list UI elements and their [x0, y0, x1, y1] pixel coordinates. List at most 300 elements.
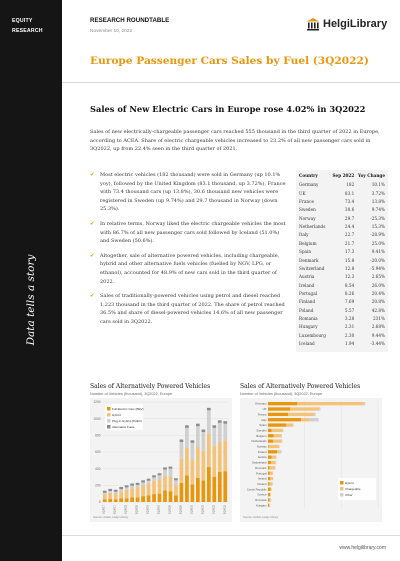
bar-segment [271, 488, 272, 491]
chart-source: Source: ACEA, Helgi Library [93, 515, 129, 519]
section-tag-line1: EQUITY [12, 18, 33, 24]
bar-segment [141, 480, 145, 482]
table-cell-change: 9.74% [371, 207, 385, 213]
bar-segment [212, 428, 216, 446]
table-cell-value: 7.69 [344, 299, 355, 305]
bar-segment [108, 493, 112, 499]
table-row [299, 240, 385, 248]
bar-segment [169, 491, 173, 502]
list-item [90, 171, 290, 214]
table-cell-change: 42.8% [371, 307, 385, 313]
section-tag-line2: RESEARCH [12, 28, 43, 34]
table-cell-value: 30.6 [344, 207, 355, 213]
table-header-row [299, 173, 385, 181]
table-cell-country: Netherlands [299, 224, 326, 230]
footer-divider [62, 535, 400, 536]
bar-segment [103, 495, 107, 500]
table-cell-country: Finland [299, 299, 316, 305]
table-cell-value: 3.28 [344, 315, 355, 321]
bar-segment [108, 491, 112, 493]
bar-segment [223, 421, 227, 424]
bar-segment [274, 434, 282, 437]
table-cell-change: 13.8% [371, 199, 385, 205]
legend-swatch [340, 493, 344, 497]
table-cell-change: 3.72% [371, 190, 385, 196]
bar-segment [363, 402, 365, 405]
bar-segment [130, 484, 134, 486]
chart-right [240, 383, 382, 519]
table-body [299, 181, 385, 348]
table-cell-value: 83.1 [344, 190, 355, 196]
bar-segment [196, 447, 200, 478]
bar-segment [268, 450, 277, 453]
x-tick-label: 3Q2020 [179, 505, 183, 515]
bar-segment [191, 440, 195, 443]
bar-segment [290, 407, 319, 410]
list-item [90, 252, 290, 286]
table-cell-value: 2.30 [344, 332, 355, 338]
table-cell-change: 10.1% [371, 182, 385, 188]
table-row [299, 323, 385, 331]
bar-segment [119, 498, 123, 502]
bar-segment [158, 494, 162, 502]
table-cell-country: Sweden [299, 207, 316, 213]
bar-segment [180, 442, 184, 459]
bar-segment [174, 480, 178, 485]
bar-segment [174, 485, 178, 495]
y-tick-label: 1200 [93, 400, 101, 405]
x-tick-label: 1Q2022 [212, 505, 216, 515]
bar-segment [103, 491, 107, 493]
bar-segment [169, 477, 173, 491]
table-cell-value: 17.3 [344, 249, 355, 255]
bar-segment [152, 477, 156, 480]
table-cell-value: 22.7 [344, 232, 355, 238]
table-cell-country: Luxembourg [299, 332, 326, 338]
y-tick-label: Poland [257, 449, 267, 454]
bar-segment [201, 480, 205, 502]
table-cell-country: Austria [299, 274, 315, 280]
bar-segment [158, 480, 162, 494]
bar-segment [269, 498, 270, 501]
bar-segment [141, 482, 145, 485]
list-item [90, 220, 290, 246]
bar-segment [269, 445, 280, 448]
bar-segment [141, 485, 145, 496]
table-cell-country: Germany [299, 182, 319, 188]
bullet-text: Most electric vehicles (182 thousand) were sold in Germany (up 10.1% yoy), followed by the United Kingdom (83.1 thousand, up 3.72%), France with 73.4 thousand cars (up 13.8%), 30.6 thousand new vehicles were registered in Sweden (up 9.74%) and 29.7 thousand in Norway (down 25.3%). [100, 172, 286, 213]
bar-segment [268, 461, 271, 464]
bar-segment [185, 425, 189, 428]
table-row [299, 190, 385, 198]
table-cell-change: -20.0% [370, 257, 385, 263]
logo-text: HelgiLibrary [323, 18, 388, 30]
table-cell-country: Iceland [299, 340, 315, 346]
y-tick-label: Netherlands [251, 439, 267, 444]
bar-segment [309, 418, 318, 421]
table-cell-change: -5.94% [370, 265, 385, 271]
bar-segment [271, 461, 276, 464]
table-cell-country: Denmark [299, 257, 319, 263]
bar-segment [119, 487, 123, 489]
bar-segment [268, 407, 290, 410]
bar-segment [223, 424, 227, 441]
table-cell-country: Portugal [299, 290, 318, 296]
bar-segment [185, 448, 189, 475]
check-icon: ✔ [90, 220, 95, 227]
bar-segment [271, 498, 272, 501]
y-tick-label: Switzerland [252, 460, 267, 465]
column-header: Country [299, 173, 318, 178]
table-cell-value: 5.57 [344, 307, 355, 313]
bar-segment [212, 425, 216, 428]
bar-segment [314, 413, 316, 416]
bar-segment [218, 423, 222, 442]
x-tick-label: 1Q2020 [168, 505, 172, 515]
table-cell-value: 15.8 [344, 257, 355, 263]
header-date: November 10, 2022 [90, 29, 133, 34]
table-cell-value: 2.31 [344, 324, 355, 330]
bar-segment [185, 475, 189, 502]
table-cell-country: Poland [299, 307, 314, 313]
table-cell-value: 21.7 [344, 240, 355, 246]
bar-segment [207, 408, 211, 411]
legend-swatch [107, 425, 111, 429]
y-tick-label: 400 [95, 466, 101, 471]
table-row [299, 290, 385, 298]
bar-segment [152, 481, 156, 494]
bar-segment [114, 494, 118, 500]
table-cell-country: Romania [299, 315, 318, 321]
bar-segment [103, 493, 107, 495]
bar-segment [136, 485, 140, 488]
table-cell-value: 73.4 [344, 199, 355, 205]
y-tick-label: Portugal [256, 471, 267, 476]
y-tick-label: UK [262, 407, 267, 412]
bar-segment [130, 486, 134, 489]
y-tick-label: Sweden [256, 428, 267, 433]
bar-segment [218, 472, 222, 502]
table-row [299, 282, 385, 290]
bar-segment [141, 496, 145, 502]
table-row [299, 298, 385, 306]
x-tick-label: 3Q2019 [157, 505, 161, 515]
bar-segment [272, 429, 283, 432]
bar-segment [201, 451, 205, 480]
table-cell-country: Spain [299, 249, 312, 255]
table-cell-value: 12.3 [344, 274, 355, 280]
table-cell-country: Norway [299, 215, 316, 221]
table-row [299, 206, 385, 214]
chart-title: Sales of Alternatively Powered Vehicles [90, 383, 211, 390]
bar-segment [268, 423, 286, 426]
stacked-bar-chart [90, 398, 232, 528]
table-cell-value: 8.26 [344, 290, 355, 296]
bar-segment [272, 456, 276, 459]
bar-segment [125, 490, 129, 498]
y-tick-label: Austria [257, 455, 267, 460]
logo[interactable] [306, 14, 392, 36]
y-tick-label: Denmark [255, 465, 267, 470]
bar-segment [136, 483, 140, 485]
legend-label: Full Electric Cars (BEV) [112, 407, 144, 411]
bar-segment [147, 479, 151, 481]
table-row [299, 273, 385, 281]
y-tick-label: Norway [257, 444, 267, 449]
table-cell-change: 2.68% [371, 324, 385, 330]
column-header: Yoy Change [357, 173, 385, 178]
bar-segment [136, 497, 140, 502]
bar-segment [125, 487, 129, 490]
table-cell-change: 2.65% [371, 274, 385, 280]
legend-label: Other [345, 493, 353, 497]
table-row [299, 223, 385, 231]
bar-segment [108, 489, 112, 491]
bar-segment [268, 429, 272, 432]
chart-source: Source: ACEA, Helgi Library [243, 515, 279, 519]
bar-segment [152, 494, 156, 502]
section-tag [12, 16, 43, 36]
bar-segment [286, 423, 292, 426]
bar-segment [207, 410, 211, 433]
table-cell-country: Italy [299, 232, 309, 238]
y-tick-label: 0 [98, 500, 101, 505]
bar-segment [180, 440, 184, 443]
table-cell-value: 8.54 [344, 282, 355, 288]
check-icon: ✔ [90, 293, 95, 300]
y-tick-label: 800 [95, 433, 101, 438]
bar-segment [180, 483, 184, 502]
legend-swatch [107, 413, 111, 417]
table-row [299, 265, 385, 273]
bar-segment [269, 482, 272, 485]
legend-label: Chargeable [345, 487, 361, 491]
bullet-text: Sales of traditionally-powered vehicles using petrol and diesel reached 1,223 thousand in the third quarter of 2022. The share of petrol reached 36.5% and share of diesel-powered vehicles 14.6% of all new passenger cars sold in 3Q2022. [100, 293, 285, 325]
bar-segment [223, 471, 227, 502]
list-item [90, 292, 290, 326]
bar-segment [268, 504, 269, 507]
bar-segment [163, 475, 167, 490]
article-headline: Sales of New Electric Cars in Europe rose 4.02% in 3Q2022 [90, 104, 366, 114]
bar-segment [268, 402, 297, 405]
table-row [299, 248, 385, 256]
x-tick-label: 1Q2017 [102, 505, 106, 515]
bullet-list [90, 171, 290, 333]
table-cell-change: 9.41% [371, 249, 385, 255]
bar-segment [201, 432, 205, 451]
bar-segment [288, 413, 314, 416]
table-cell-country: Ireland [299, 282, 315, 288]
bar-segment [163, 470, 167, 476]
bar-segment [319, 407, 320, 410]
x-tick-label: 3Q2021 [201, 505, 205, 515]
bar-segment [268, 466, 269, 469]
horizontal-bar-chart [240, 398, 382, 528]
table-cell-country: Belgium [299, 240, 317, 246]
y-tick-label: Germany [254, 401, 267, 406]
table-cell-value: 24.4 [344, 224, 355, 230]
bar-segment [268, 418, 301, 421]
bar-segment [147, 484, 151, 496]
legend-swatch [340, 481, 344, 485]
chart-title: Sales of Alternatively Powered Vehicles [240, 383, 361, 390]
bar-segment [270, 477, 273, 480]
legend-label: Hybrid [345, 481, 354, 485]
table-cell-change: -3.44% [370, 340, 385, 346]
table-cell-change: 231% [373, 315, 385, 321]
chart-subtitle: Number of Vehicles (thousand), 3Q2022, Europe [240, 392, 323, 396]
bar-segment [268, 456, 272, 459]
bar-segment [268, 434, 274, 437]
y-tick-label: Belgium [256, 433, 267, 438]
bar-segment [277, 450, 279, 453]
table-cell-country: Switzerland [299, 265, 325, 271]
table-cell-country: Hungary [299, 324, 318, 330]
bar-segment [119, 489, 123, 491]
table-cell-country: UK [299, 190, 306, 196]
table-cell-value: 1.94 [344, 340, 355, 346]
y-tick-label: 1000 [93, 416, 101, 421]
bar-segment [268, 477, 270, 480]
check-icon: ✔ [90, 172, 95, 178]
bar-segment [268, 482, 269, 485]
bar-segment [207, 434, 211, 467]
bar-segment [125, 485, 129, 487]
bar-segment [269, 466, 275, 469]
country-table [296, 170, 388, 352]
table-cell-change: 20.8% [371, 299, 385, 305]
intro-paragraph: Sales of new electrically-chargeable passenger cars reached 555 thousand in the third quarter of 2022 in Europe, according to ACEA. Share of electric chargeable vehicles increased to 23.2% of all new passenger cars sold in 3Q2022, up from 22.4% seen in the third quarter of 2021. [90, 129, 380, 153]
table-cell-change: 9.44% [371, 332, 385, 338]
slogan: Data tells a story [25, 254, 37, 346]
bar-segment [268, 498, 269, 501]
bar-segment [268, 445, 269, 448]
legend-label: Hybrid [112, 413, 121, 417]
bar-segment [196, 424, 200, 427]
table-cell-value: 12.8 [344, 265, 355, 271]
x-tick-label: 3Q2017 [113, 505, 117, 515]
bar-segment [103, 500, 107, 503]
table-row [299, 181, 385, 189]
bar-segment [158, 473, 162, 475]
bar-segment [283, 429, 284, 432]
bar-segment [114, 490, 118, 492]
bar-segment [223, 440, 227, 471]
x-tick-label: 1Q2021 [190, 505, 194, 515]
bar-segment [125, 498, 129, 502]
building-columns-icon [306, 17, 320, 31]
table-cell-change: 20.4% [371, 290, 385, 296]
bar-segment [218, 442, 222, 472]
bar-segment [212, 446, 216, 477]
bar-segment [268, 439, 273, 442]
bar-segment [218, 420, 222, 423]
bar-segment [268, 493, 270, 496]
bar-segment [297, 402, 363, 405]
bar-segment [212, 477, 216, 502]
bar-segment [269, 504, 270, 507]
chart-subtitle: Number of Vehicles (thousand), 3Q2022, Europe [90, 392, 173, 396]
y-tick-label: France [257, 412, 267, 417]
y-tick-label: 600 [95, 450, 101, 455]
table-cell-value: 29.7 [344, 215, 355, 221]
bar-segment [270, 472, 273, 475]
bar-segment [196, 478, 200, 502]
bar-segment [279, 450, 281, 453]
table-cell-change: 26.0% [371, 282, 385, 288]
header-title: RESEARCH ROUNDTABLE [90, 17, 170, 24]
y-tick-label: Ireland [257, 476, 267, 481]
bar-segment [114, 499, 118, 502]
bar-segment [136, 487, 140, 497]
bar-segment [130, 488, 134, 497]
bar-segment [114, 492, 118, 494]
legend-label: Alternative Fuels [112, 425, 135, 429]
table-cell-change: 25.0% [371, 240, 385, 246]
bar-segment [268, 488, 271, 491]
bar-segment [108, 499, 112, 502]
table-row [299, 257, 385, 265]
bullet-text: Altogether, sale of alternative powered vehicles, including chargeable, hybrid and other alternative fuels vehicles (fuelled by NGV, LPG, or ethanol), accounted for 48.9% of new cars sold in the third quarter of 2022. [100, 252, 280, 285]
y-tick-label: 200 [95, 483, 101, 488]
table-cell-country: France [299, 199, 314, 205]
bar-segment [273, 439, 282, 442]
bar-segment [147, 481, 151, 484]
legend-swatch [107, 419, 111, 423]
x-tick-label: 1Q2018 [124, 505, 128, 515]
bar-segment [130, 497, 134, 502]
bar-segment [163, 490, 167, 502]
bar-segment [163, 467, 167, 469]
table-row [299, 340, 385, 348]
bar-segment [207, 467, 211, 502]
chart-left [90, 383, 232, 519]
bar-segment [119, 491, 123, 498]
bar-segment [191, 443, 195, 460]
table-cell-change: 15.3% [371, 224, 385, 230]
table-cell-value: 182 [346, 182, 355, 188]
bar-segment [180, 459, 184, 483]
footer-link[interactable]: www.helgilibrary.com [339, 545, 386, 551]
sidebar [0, 0, 62, 561]
bar-segment [169, 469, 173, 477]
bar-segment [293, 423, 294, 426]
table-row [299, 307, 385, 315]
y-tick-label: Italy [261, 417, 267, 422]
y-tick-label: Czech Republic [246, 487, 267, 492]
column-header: Sep 2022 [332, 173, 355, 178]
y-tick-label: Finland [257, 481, 267, 486]
legend-label: Plug-in Hybrid (PHEV) [112, 419, 142, 423]
bar-segment [158, 475, 162, 479]
bar-segment [169, 467, 173, 469]
bar-segment [147, 495, 151, 502]
page-title: Europe Passenger Cars Sales by Fuel (3Q2022) [90, 55, 369, 67]
check-icon: ✔ [90, 252, 95, 259]
bar-segment [268, 413, 288, 416]
legend-swatch [340, 487, 344, 491]
table-cell-change: -28.9% [370, 232, 385, 238]
y-tick-label: Greece [257, 492, 267, 497]
table-row [299, 215, 385, 223]
table-row [299, 198, 385, 206]
bar-segment [185, 428, 189, 448]
table-row [299, 315, 385, 323]
bullet-text: In relative terms, Norway liked the electric chargeable vehicles the most with 86.7% of all new passenger cars sold followed by Iceland (51.0%) and Sweden (50.6%). [100, 220, 286, 245]
bar-segment [174, 478, 178, 480]
x-tick-label: 3Q2022 [223, 505, 227, 515]
bar-segment [201, 430, 205, 433]
